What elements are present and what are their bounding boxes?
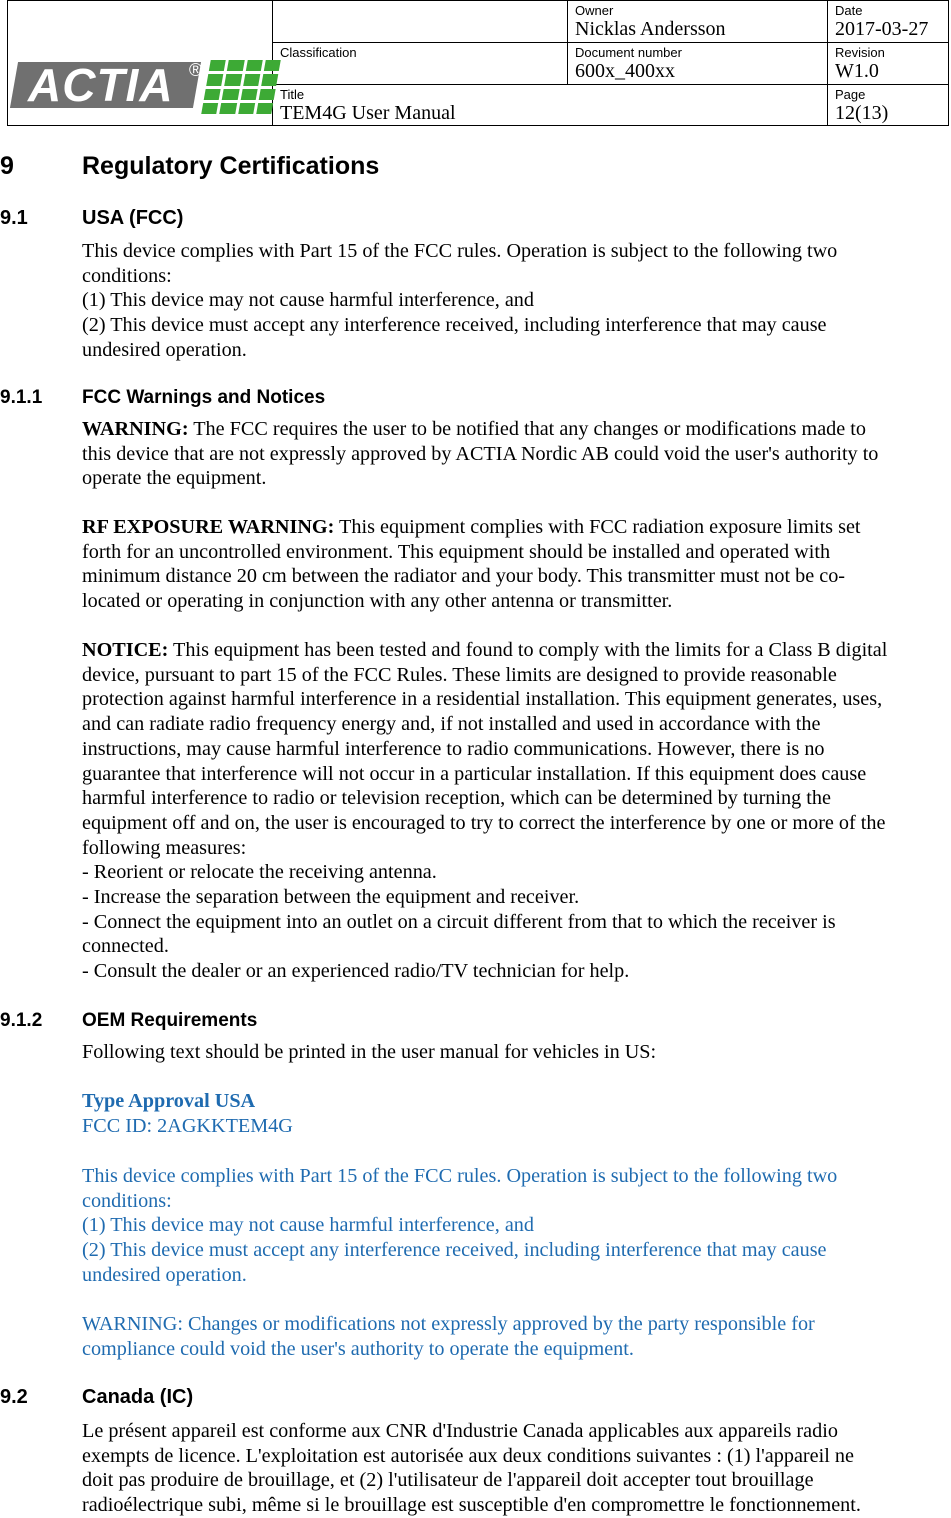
text-line: Le présent appareil est conforme aux CNR d'Industrie Canada applicables aux appareils radio — [82, 1420, 838, 1442]
logo-text: ACTIA — [28, 59, 174, 111]
section-number: 9 — [0, 152, 14, 180]
text-line: conditions: — [82, 264, 172, 287]
section-title: Regulatory Certifications — [82, 152, 380, 180]
text-line: harmful interference to radio or television reception, which can be determined by turning the — [82, 787, 831, 810]
text-line — [82, 515, 947, 540]
owner-label: Owner — [575, 3, 614, 18]
oem-compliance-paragraph — [82, 1164, 947, 1288]
text-line: - Connect the equipment into an outlet on a circuit different from that to which the receiver is — [82, 910, 836, 933]
text-line: following measures: — [82, 836, 247, 859]
text-line: protection against harmful interference in a residential installation. This equipment generates, uses, — [82, 688, 883, 711]
revision-value: W1.0 — [835, 60, 879, 82]
section-number: 9.1.2 — [0, 1010, 43, 1031]
section-number: 9.1.1 — [0, 387, 43, 408]
text-line: This device complies with Part 15 of the FCC rules. Operation is subject to the following two — [82, 240, 838, 262]
text-line: - Consult the dealer or an experienced radio/TV technician for help. — [82, 960, 630, 983]
text-line — [82, 417, 947, 442]
fcc-compliance-paragraph — [82, 239, 947, 363]
owner-cell — [568, 1, 828, 43]
rf-exposure-paragraph — [82, 515, 947, 614]
page-value: 12(13) — [835, 102, 889, 124]
revision-label: Revision — [835, 45, 885, 60]
text-line: Following text should be printed in the user manual for vehicles in US: — [82, 1041, 657, 1063]
section-title: OEM Requirements — [82, 1010, 258, 1031]
rf-exposure-label: RF EXPOSURE WARNING: — [82, 516, 335, 538]
classification-label: Classification — [280, 45, 357, 60]
text-line: radioélectrique subi, même si le brouillage est susceptible d'en compromettre le fonctionnement. — [82, 1494, 861, 1517]
text-fragment: This equipment complies with FCC radiation exposure limits set — [334, 516, 861, 538]
type-approval-heading: Type Approval USA — [82, 1090, 256, 1112]
text-line: and can radiate radio frequency energy and, if not installed and used in accordance with the — [82, 713, 821, 736]
title-value: TEM4G User Manual — [280, 102, 456, 124]
classification-cell — [273, 43, 568, 85]
text-fragment: The FCC requires the user to be notified that any changes or modifications made to — [188, 418, 866, 440]
section-title: Canada (IC) — [82, 1386, 194, 1408]
oem-intro — [82, 1040, 947, 1065]
text-line: located or operating in conjunction with any other antenna or transmitter. — [82, 590, 673, 613]
text-line: equipment off and on, the user is encouraged to try to correct the interference by one or more of the — [82, 811, 886, 834]
date-label: Date — [835, 3, 863, 18]
text-line — [82, 638, 947, 663]
warning-paragraph — [82, 417, 947, 491]
type-approval-block — [82, 1089, 947, 1138]
text-line: (1) This device may not cause harmful interference, and — [82, 1214, 534, 1237]
warning-label: WARNING: — [82, 418, 189, 440]
logo-grid-icon — [201, 60, 281, 114]
document-number-value: 600x_400xx — [575, 60, 675, 82]
empty-cell — [273, 1, 568, 43]
text-line: WARNING: Changes or modifications not expressly approved by the party responsible for — [82, 1313, 815, 1335]
text-line: guarantee that interference will not occur in a particular installation. If this equipment does cause — [82, 762, 867, 785]
text-line: exempts de licence. L'exploitation est autorisée aux deux conditions suivantes : (1) l'appareil ne — [82, 1444, 854, 1467]
title-label: Title — [280, 87, 305, 102]
title-cell — [273, 85, 828, 126]
text-line: doit pas produire de brouillage, et (2) l'utilisateur de l'appareil doit accepter tout brouillage — [82, 1469, 814, 1492]
text-line: undesired operation. — [82, 1263, 247, 1286]
section-number: 9.2 — [0, 1386, 28, 1408]
text-line: (2) This device must accept any interference received, including interference that may cause — [82, 314, 827, 337]
text-line: this device that are not expressly approved by ACTIA Nordic AB could void the user's authority to — [82, 442, 879, 465]
page-label: Page — [835, 87, 866, 102]
text-line: forth for an uncontrolled environment. This equipment should be installed and operated with — [82, 540, 831, 563]
document-number-cell — [568, 43, 828, 85]
text-fragment: This equipment has been tested and found to comply with the limits for a Class B digital — [168, 639, 888, 661]
text-line: - Increase the separation between the equipment and receiver. — [82, 886, 580, 909]
section-title: USA (FCC) — [82, 207, 184, 229]
oem-warning-paragraph — [82, 1312, 947, 1361]
document-header-table — [7, 0, 949, 126]
notice-paragraph — [82, 638, 947, 984]
text-line: conditions: — [82, 1189, 172, 1212]
text-line: connected. — [82, 935, 169, 958]
text-line: undesired operation. — [82, 338, 247, 361]
date-cell — [828, 1, 949, 43]
text-line: operate the equipment. — [82, 467, 267, 490]
logo-registered-mark: ® — [189, 60, 203, 80]
text-line: This device complies with Part 15 of the FCC rules. Operation is subject to the following two — [82, 1165, 838, 1187]
text-line: minimum distance 20 cm between the radiator and your body. This transmitter must not be co- — [82, 565, 846, 588]
logo-cell — [8, 1, 273, 126]
section-title: FCC Warnings and Notices — [82, 387, 326, 408]
page-cell — [828, 85, 949, 126]
text-line: (2) This device must accept any interference received, including interference that may cause — [82, 1239, 827, 1262]
canada-paragraph — [82, 1419, 947, 1518]
date-value: 2017-03-27 — [835, 18, 929, 40]
fcc-id: FCC ID: 2AGKKTEM4G — [82, 1114, 293, 1137]
text-line: - Reorient or relocate the receiving antenna. — [82, 861, 437, 884]
actia-logo — [14, 32, 266, 111]
owner-value: Nicklas Andersson — [575, 18, 726, 40]
section-number: 9.1 — [0, 207, 28, 229]
revision-cell — [828, 43, 949, 85]
document-number-label: Document number — [575, 45, 682, 60]
text-line: device, pursuant to part 15 of the FCC Rules. These limits are designed to provide reasonable — [82, 663, 837, 686]
text-line: (1) This device may not cause harmful interference, and — [82, 289, 534, 312]
text-line: instructions, may cause harmful interference to radio communications. However, there is no — [82, 737, 825, 760]
notice-label: NOTICE: — [82, 639, 169, 661]
text-line: compliance could void the user's authority to operate the equipment. — [82, 1337, 634, 1360]
